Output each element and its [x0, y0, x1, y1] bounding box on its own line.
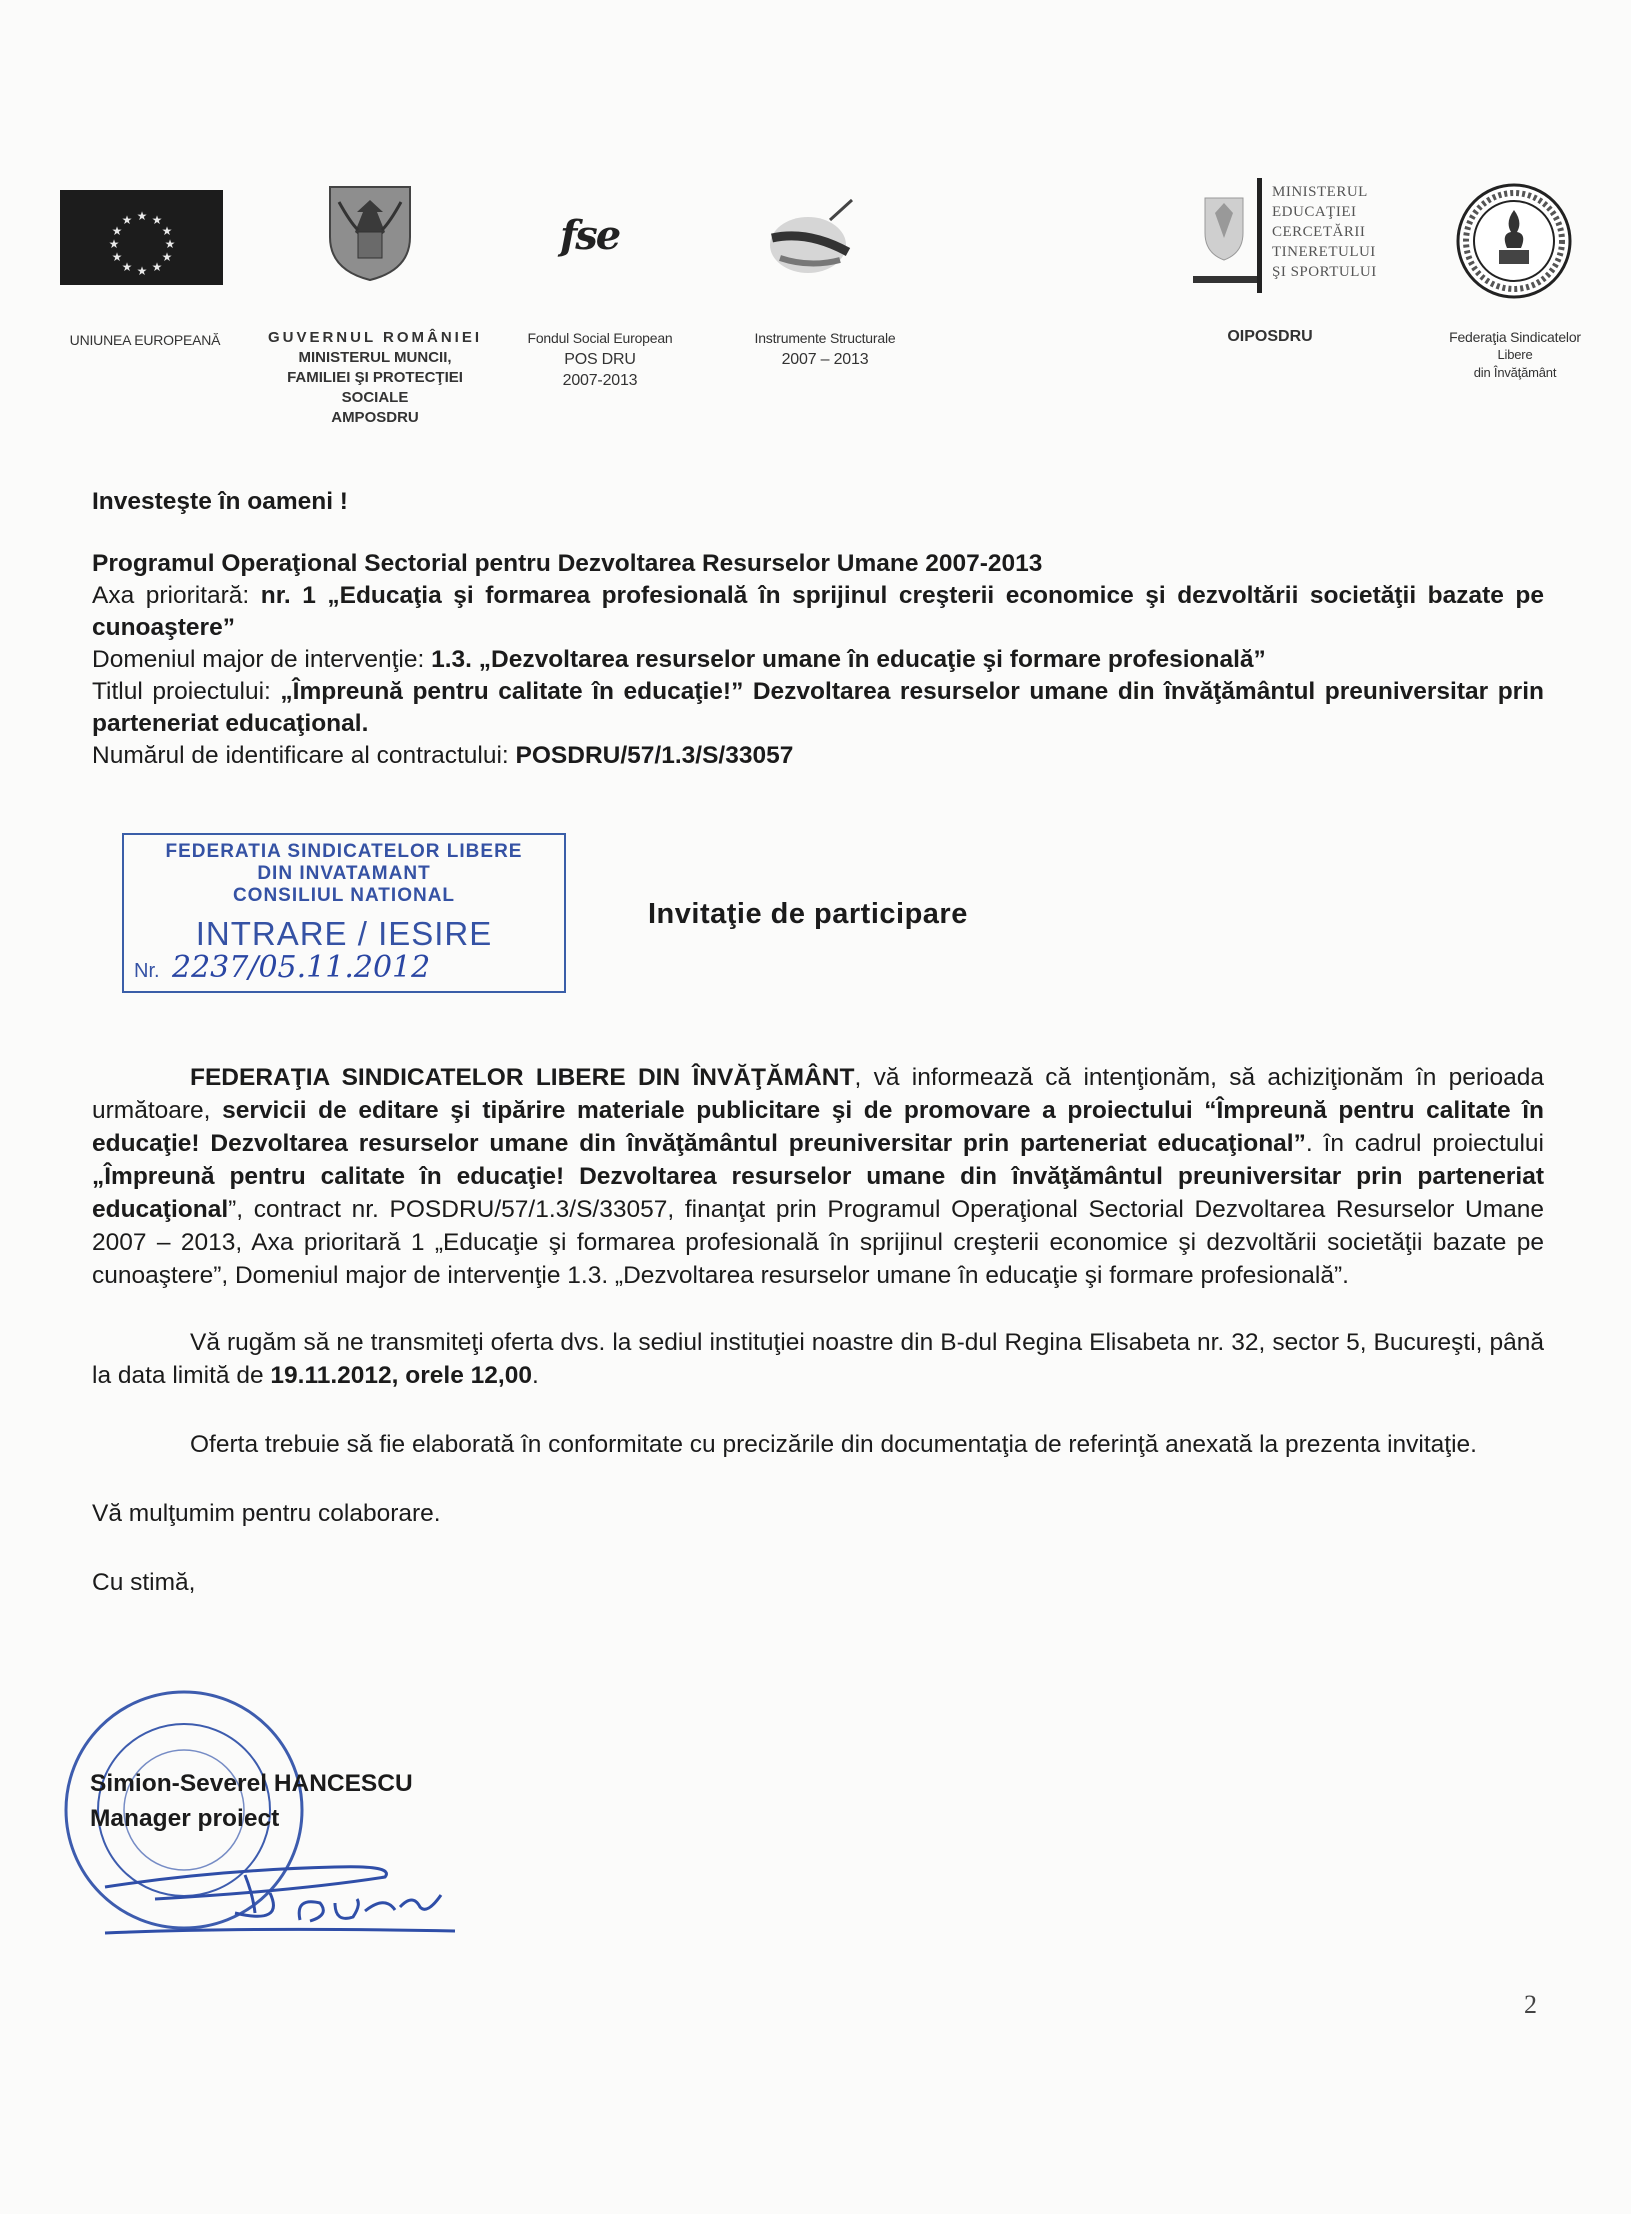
p2-text-c: .	[531, 1362, 539, 1389]
gov-caption-line-4: SOCIALE	[341, 389, 409, 406]
paragraph-3: Oferta trebuie să fie elaborată în conformitate cu precizările din documentaţia de referinţă anexată la prezenta invitaţie.	[190, 1431, 1477, 1458]
ministry-logo	[1185, 178, 1265, 293]
domain-label: Domeniul major de intervenţie:	[92, 646, 432, 673]
svg-text:★: ★	[136, 209, 148, 223]
gov-caption-line-3: FAMILIEI ŞI PROTECŢIEI	[287, 369, 463, 386]
stamp-registration-number: 2237/05.11.2012	[172, 950, 431, 985]
p2-text-a: Vă rugăm să ne transmiteţi oferta dvs. la sediul instituţiei noastre din B-dul Regina Elisabeta nr. 32, sector 5, Bucureşti, până la data limită de	[92, 1329, 1544, 1389]
axis-label: Axa prioritară:	[92, 582, 261, 609]
eu-caption: UNIUNEA EUROPEANĂ	[69, 332, 221, 348]
domain-value: 1.3. „Dezvoltarea resurselor umane în educaţie şi formare profesională”	[431, 646, 1266, 673]
letter-body	[92, 1061, 1544, 1599]
svg-text:★: ★	[164, 237, 176, 251]
p1-text-a: , vă informează că intenţionăm, să achiziţionăm în perioada următoare,	[92, 1064, 1544, 1124]
fse-logo	[560, 212, 640, 260]
fse-caption-line-1: Fondul Social European	[527, 330, 673, 346]
invitation-heading: Invitaţie de participare	[648, 898, 968, 930]
fse-caption-line-3: 2007-2013	[562, 372, 638, 389]
eu-flag-logo	[60, 190, 223, 285]
contract-value: POSDRU/57/1.3/S/33057	[515, 742, 794, 769]
fsli-caption-line-2: Libere	[1497, 347, 1533, 362]
svg-text:★: ★	[161, 224, 173, 238]
fse-caption-line-2: POS DRU	[564, 351, 636, 368]
eu-stars-icon	[60, 190, 223, 285]
svg-text:★: ★	[108, 237, 120, 251]
contract-id	[92, 740, 1544, 772]
stamp-line-1: FEDERATIA SINDICATELOR LIBERE	[165, 841, 523, 862]
svg-text:★: ★	[111, 224, 123, 238]
paragraph-4: Vă mulţumim pentru colaborare.	[92, 1500, 441, 1527]
oiposdru-caption: OIPOSDRU	[1227, 328, 1313, 345]
fsli-round-logo	[1455, 182, 1573, 300]
gov-caption-line-1: GUVERNUL ROMÂNIEI	[267, 329, 483, 346]
fsli-caption	[1415, 328, 1615, 382]
title-value: „Împreună pentru calitate în educaţie!” Dezvoltarea resurselor umane din învăţământul preuniversitar prin parteneriat educaţional.	[92, 678, 1544, 737]
project-name: „Împreună pentru calitate în educaţie! Dezvoltarea resurselor umane din învăţământul preuniversitar prin parteneriat educaţional	[92, 1163, 1544, 1223]
ministry-line-1: MINISTERUL	[1272, 184, 1368, 200]
fse-caption	[505, 328, 695, 391]
stamp-nr-label: Nr.	[134, 960, 160, 982]
fse-logo-text: fse	[560, 212, 620, 259]
intervention-domain	[92, 644, 1544, 676]
paragraph-1	[92, 1061, 1544, 1292]
signer-name: Simion-Severel HANCESCU	[90, 1770, 413, 1797]
paragraph-2	[92, 1326, 1544, 1392]
svg-text:★: ★	[111, 250, 123, 264]
organization-name: FEDERAŢIA SINDICATELOR LIBERE DIN ÎNVĂŢĂMÂNT	[190, 1064, 855, 1091]
is-caption-line-2: 2007 – 2013	[781, 351, 869, 368]
signer-role: Manager proiect	[90, 1805, 280, 1832]
contract-label: Numărul de identificare al contractului:	[92, 742, 516, 769]
svg-text:★: ★	[161, 250, 173, 264]
ministry-line-2: EDUCAŢIEI	[1272, 204, 1357, 220]
is-caption-line-1: Instrumente Structurale	[754, 330, 896, 346]
handwritten-signature	[95, 1815, 465, 1945]
fsli-caption-line-3: din Învăţământ	[1473, 365, 1557, 380]
title-label: Titlul proiectului:	[92, 678, 281, 705]
ministry-name	[1272, 182, 1377, 282]
ministry-line-4: TINERETULUI	[1272, 244, 1376, 260]
svg-text:★: ★	[136, 264, 148, 278]
ministry-line-3: CERCETĂRII	[1272, 224, 1366, 240]
structural-instruments-logo	[760, 190, 870, 280]
gov-caption-line-2: MINISTERUL MUNCII,	[298, 349, 452, 366]
page-number: 2	[1524, 1990, 1537, 2019]
p1-text-c: . în cadrul proiectului	[1305, 1130, 1544, 1157]
ministry-line-5: ŞI SPORTULUI	[1272, 264, 1377, 280]
gov-caption	[255, 328, 495, 428]
closing: Cu stimă,	[92, 1569, 196, 1596]
fsli-caption-line-1: Federaţia Sindicatelor	[1449, 329, 1581, 345]
svg-text:★: ★	[121, 260, 133, 274]
svg-text:★: ★	[151, 213, 163, 227]
program-title: Programul Operaţional Sectorial pentru Dezvoltarea Resurselor Umane 2007-2013	[92, 550, 1043, 577]
registration-stamp	[122, 833, 566, 993]
structural-instruments-caption	[730, 328, 920, 370]
stamp-entry: INTRARE / IESIRE	[195, 915, 493, 952]
motto: Investeşte în oameni !	[92, 488, 348, 515]
p1-text-e: ”, contract nr. POSDRU/57/1.3/S/33057, finanţat prin Programul Operaţional Sectorial Dezvoltarea Resurselor Umane 2007 – 2013, Axa prioritară 1 „Educaţie şi formarea profesională în sprijinul creşterii economice şi dezvoltării societăţii bazate pe cunoaştere”, Domeniul major de intervenţie 1.3. „Dezvoltarea resurselor umane în educaţie şi formare profesională”.	[92, 1196, 1544, 1289]
svg-text:★: ★	[151, 260, 163, 274]
gov-caption-line-5: AMPOSDRU	[331, 409, 419, 426]
svg-text:★: ★	[121, 213, 133, 227]
project-info	[92, 548, 1544, 772]
services-description: servicii de editare şi tipărire materiale publicitare şi de promovare a proiectului “Împreună pentru calitate în educaţie! Dezvoltarea resurselor umane din învăţământul preuniversitar prin parteneriat educaţional”	[92, 1097, 1544, 1157]
deadline: 19.11.2012, orele 12,00	[270, 1362, 532, 1389]
priority-axis	[92, 580, 1544, 644]
project-title	[92, 676, 1544, 740]
stamp-line-2: DIN INVATAMANT	[257, 863, 431, 884]
coat-of-arms-logo	[325, 182, 415, 282]
axis-value: nr. 1 „Educaţia şi formarea profesională în sprijinul creşterii economice şi dezvoltării societăţii bazate pe cunoaştere”	[92, 582, 1545, 641]
stamp-line-3: CONSILIUL NATIONAL	[232, 885, 456, 906]
